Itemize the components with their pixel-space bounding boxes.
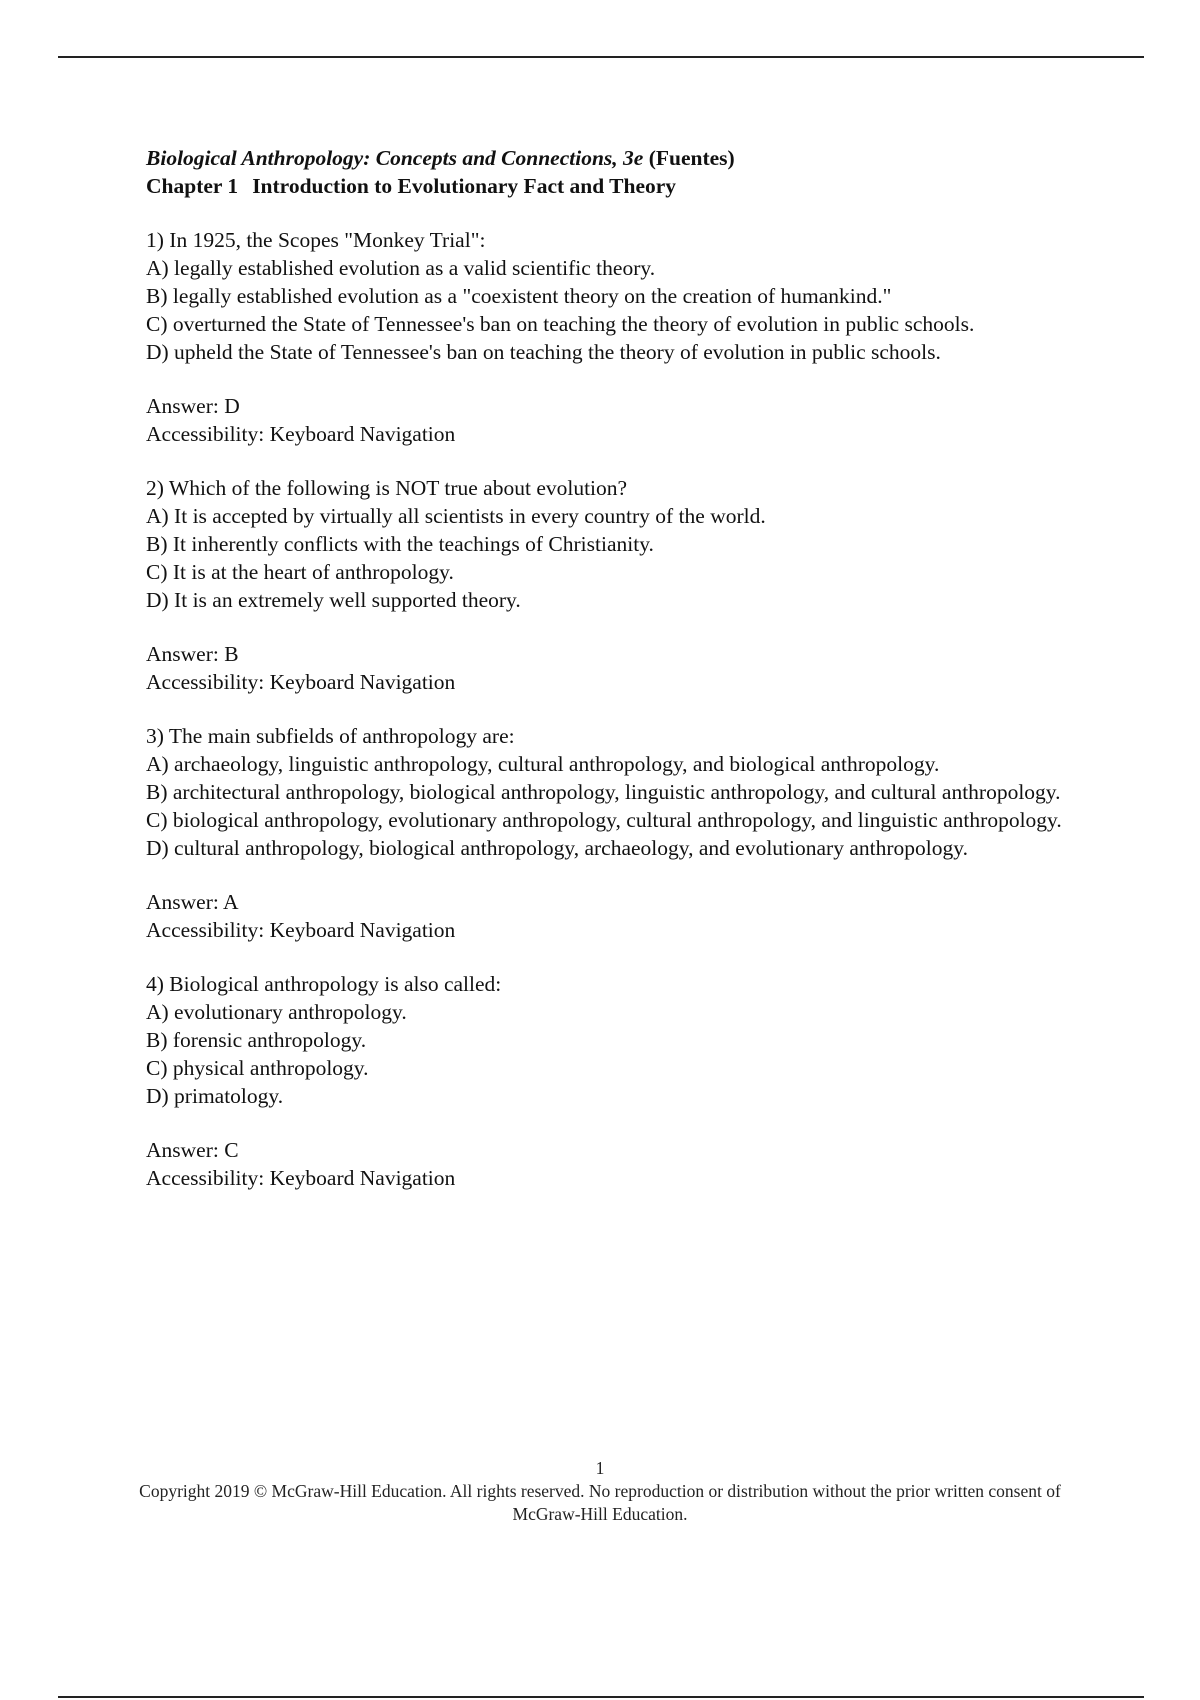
question-option: A) archaeology, linguistic anthropology, cultural anthropology, and biological anthropology. — [146, 752, 940, 776]
top-rule — [58, 56, 1144, 58]
question-option: C) It is at the heart of anthropology. — [146, 560, 454, 584]
question-3 — [146, 722, 1106, 862]
question-option: B) legally established evolution as a "coexistent theory on the creation of humankind." — [146, 284, 892, 308]
question-option: C) biological anthropology, evolutionary anthropology, cultural anthropology, and linguistic anthropology. — [146, 808, 1062, 832]
accessibility-text: Accessibility: Keyboard Navigation — [146, 1166, 456, 1190]
bottom-rule — [58, 1696, 1144, 1698]
answer-text: Answer: A — [146, 890, 239, 914]
accessibility-text: Accessibility: Keyboard Navigation — [146, 670, 456, 694]
question-2 — [146, 474, 1106, 614]
chapter-label: Chapter 1 — [146, 174, 239, 198]
copyright-notice: Copyright 2019 © McGraw-Hill Education. All rights reserved. No reproduction or distribution without the prior written consent of McGraw-Hill Education. — [139, 1481, 1061, 1524]
page-footer — [0, 1457, 1200, 1526]
question-option: D) cultural anthropology, biological anthropology, archaeology, and evolutionary anthropology. — [146, 836, 968, 860]
document-body — [146, 144, 1106, 1192]
accessibility-text: Accessibility: Keyboard Navigation — [146, 422, 456, 446]
question-1 — [146, 226, 1106, 366]
question-option: A) evolutionary anthropology. — [146, 1000, 407, 1024]
book-title-line — [146, 144, 1106, 172]
question-option: C) overturned the State of Tennessee's ban on teaching the theory of evolution in public schools. — [146, 312, 975, 336]
answer-block-4 — [146, 1136, 1106, 1192]
question-stem: 2) Which of the following is NOT true about evolution? — [146, 476, 628, 500]
question-4 — [146, 970, 1106, 1110]
answer-text: Answer: B — [146, 642, 239, 666]
question-option: A) legally established evolution as a valid scientific theory. — [146, 256, 656, 280]
question-stem: 3) The main subfields of anthropology are: — [146, 724, 515, 748]
answer-block-3 — [146, 888, 1106, 944]
chapter-title: Introduction to Evolutionary Fact and Theory — [252, 174, 677, 198]
question-option: B) forensic anthropology. — [146, 1028, 367, 1052]
question-stem: 1) In 1925, the Scopes "Monkey Trial": — [146, 228, 486, 252]
question-option: A) It is accepted by virtually all scientists in every country of the world. — [146, 504, 766, 528]
question-option: B) It inherently conflicts with the teachings of Christianity. — [146, 532, 654, 556]
answer-block-2 — [146, 640, 1106, 696]
question-option: D) It is an extremely well supported theory. — [146, 588, 521, 612]
answer-block-1 — [146, 392, 1106, 448]
book-author: (Fuentes) — [648, 146, 735, 170]
page-number: 1 — [595, 1458, 605, 1478]
answer-text: Answer: D — [146, 394, 240, 418]
question-stem: 4) Biological anthropology is also called: — [146, 972, 502, 996]
question-option: B) architectural anthropology, biological anthropology, linguistic anthropology, and cultural anthropology. — [146, 780, 1061, 804]
question-option: D) primatology. — [146, 1084, 284, 1108]
question-option: C) physical anthropology. — [146, 1056, 369, 1080]
book-title: Biological Anthropology: Concepts and Connections, 3e — [146, 146, 644, 170]
question-option: D) upheld the State of Tennessee's ban on teaching the theory of evolution in public schools. — [146, 340, 941, 364]
answer-text: Answer: C — [146, 1138, 239, 1162]
chapter-heading — [146, 172, 1106, 200]
accessibility-text: Accessibility: Keyboard Navigation — [146, 918, 456, 942]
